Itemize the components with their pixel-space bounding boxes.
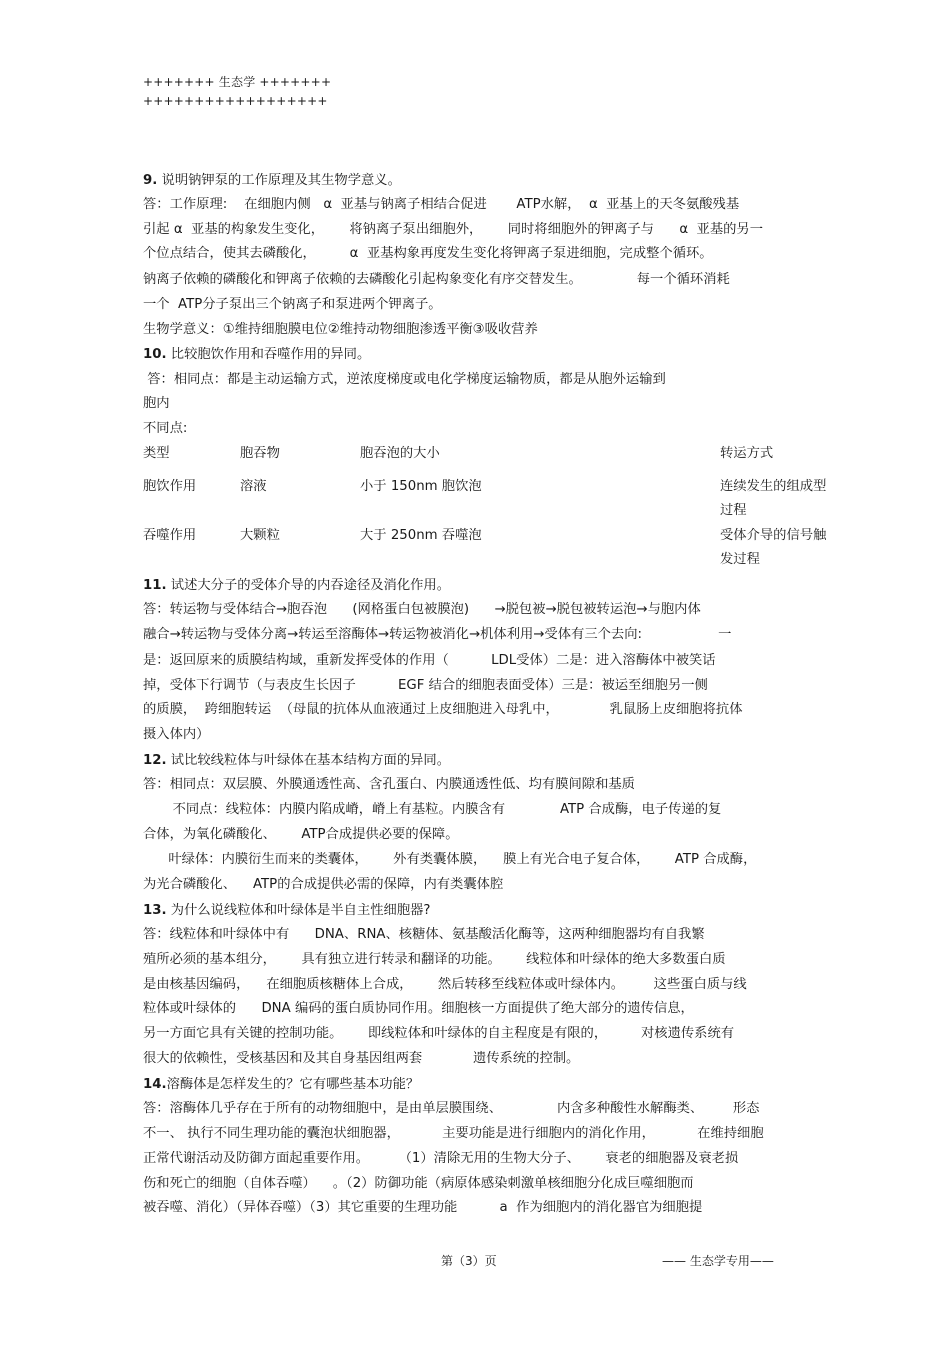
- question-10-title: 10. 比较胞饮作用和吞噬作用的异同。: [143, 347, 371, 362]
- q12-line: 不同点：线粒体：内膜内陷成嵴，嵴上有基粒。内膜含有 ATP 合成酶，电子传递的复: [143, 802, 722, 817]
- q13-line: 是由核基因编码， 在细胞质核糖体上合成， 然后转移至线粒体或叶绿体内。 这些蛋白质与线: [143, 977, 747, 992]
- table-cell: 受体介导的信号触: [720, 528, 827, 543]
- q9-line: 引起 α 亚基的构象发生变化， 将钠离子泵出细胞外， 同时将细胞外的钾离子与 α 亚基的另一: [143, 222, 764, 237]
- q9-line: 一个 ATP分子泵出三个钠离子和泵进两个钾离子。: [143, 297, 442, 312]
- question-11-title: 11. 试述大分子的受体介导的内吞途径及消化作用。: [143, 578, 451, 593]
- q14-line: 伤和死亡的细胞（自体吞噬） 。（2）防御功能（病原体感染刺激单核细胞分化成巨噬细胞而: [143, 1176, 694, 1191]
- question-9-title: 9. 说明钠钾泵的工作原理及其生物学意义。: [143, 173, 401, 188]
- q12-line: 合体，为氧化磷酸化、 ATP合成提供必要的保障。: [143, 827, 459, 842]
- q11-line: 的质膜， 跨细胞转运 （母鼠的抗体从血液通过上皮细胞进入母乳中， 乳鼠肠上皮细胞将抗体: [143, 702, 743, 717]
- q12-line: 叶绿体：内膜衍生而来的类囊体， 外有类囊体膜， 膜上有光合电子复合体， ATP 合成酶，: [143, 852, 757, 867]
- q14-line: 被吞噬、消化）（异体吞噬）（3）其它重要的生理功能 a 作为细胞内的消化器官为细胞提: [143, 1200, 703, 1215]
- table-header-cell: 转运方式: [720, 446, 774, 461]
- table-cell: 发过程: [720, 552, 760, 567]
- table-cell: 大于 250nm 吞噬泡: [360, 528, 482, 543]
- q13-line: 答：线粒体和叶绿体中有 DNA、RNA、核糖体、氨基酸活化酶等，这两种细胞器均有自我繁: [143, 927, 705, 942]
- q11-line: 答：转运物与受体结合→胞吞泡 (网格蛋白包被膜泡) →脱包被→脱包被转运泡→与胞内体: [143, 602, 701, 617]
- question-12-title: 12. 试比较线粒体与叶绿体在基本结构方面的异同。: [143, 753, 451, 768]
- table-cell: 过程: [720, 503, 747, 518]
- table-header-cell: 胞吞物: [240, 446, 280, 461]
- q11-line: 掉，受体下行调节（与表皮生长因子 EGF 结合的细胞表面受体）三是：被运至细胞另一侧: [143, 678, 708, 693]
- q14-line: 正常代谢活动及防御方面起重要作用。 （1）清除无用的生物大分子、 衰老的细胞器及衰老损: [143, 1151, 739, 1166]
- question-14-title: 14.溶酶体是怎样发生的？它有哪些基本功能？: [143, 1077, 420, 1092]
- q12-line: 答：相同点：双层膜、外膜通透性高、含孔蛋白、内膜通透性低、均有膜间隙和基质: [143, 777, 635, 792]
- footer-label: —— 生态学专用——: [662, 1254, 774, 1268]
- table-header-cell: 类型: [143, 446, 170, 461]
- q10-line: 不同点:: [143, 421, 188, 436]
- q9-line: 生物学意义：①维持细胞膜电位②维持动物细胞渗透平衡③吸收营养: [143, 322, 538, 337]
- header-line-2: ++++++++++++++++++: [143, 94, 328, 108]
- q14-line: 答：溶酶体几乎存在于所有的动物细胞中，是由单层膜围绕、 内含多种酸性水解酶类、 形态: [143, 1101, 760, 1116]
- q13-line: 另一方面它具有关键的控制功能。 即线粒体和叶绿体的自主程度是有限的， 对核遗传系统有: [143, 1026, 735, 1041]
- page-number: 第（3）页: [441, 1254, 497, 1268]
- q11-line: 是：返回原来的质膜结构域，重新发挥受体的作用（ LDL受体）二是：进入溶酶体中被笑话: [143, 653, 716, 668]
- q13-line: 很大的依赖性，受核基因和及其自身基因组两套 遗传系统的控制。: [143, 1051, 580, 1066]
- table-cell: 小于 150nm 胞饮泡: [360, 479, 482, 494]
- q10-line: 答：相同点：都是主动运输方式，逆浓度梯度或电化学梯度运输物质，都是从胞外运输到: [143, 372, 666, 387]
- q13-line: 殖所必须的基本组分， 具有独立进行转录和翻译的功能。 线粒体和叶绿体的绝大多数蛋白质: [143, 952, 726, 967]
- q9-line: 答：工作原理: 在细胞内侧 α 亚基与钠离子相结合促进 ATP水解， α 亚基上的天冬氨酸残基: [143, 197, 740, 212]
- q11-line: 摄入体内）: [143, 727, 210, 742]
- q10-line: 胞内: [143, 396, 170, 411]
- header-line-1: +++++++ 生态学 +++++++: [143, 75, 332, 89]
- q9-line: 钠离子依赖的磷酸化和钾离子依赖的去磷酸化引起构象变化有序交替发生。 每一个循环消耗: [143, 272, 730, 287]
- q9-line: 个位点结合，使其去磷酸化， α 亚基构象再度发生变化将钾离子泵进细胞，完成整个循环。: [143, 246, 713, 261]
- table-cell: 大颗粒: [240, 528, 280, 543]
- q12-line: 为光合磷酸化、 ATP的合成提供必需的保障，内有类囊体腔: [143, 877, 504, 892]
- q11-line: 融合→转运物与受体分离→转运至溶酶体→转运物被消化→机体利用→受体有三个去向: 一: [143, 627, 732, 642]
- q14-line: 不一、 执行不同生理功能的囊泡状细胞器， 主要功能是进行细胞内的消化作用， 在维持细胞: [143, 1126, 764, 1141]
- table-cell: 溶液: [240, 479, 267, 494]
- q13-line: 粒体或叶绿体的 DNA 编码的蛋白质协同作用。细胞核一方面提供了绝大部分的遗传信息，: [143, 1001, 694, 1016]
- table-cell: 胞饮作用: [143, 479, 197, 494]
- table-cell: 吞噬作用: [143, 528, 197, 543]
- question-13-title: 13. 为什么说线粒体和叶绿体是半自主性细胞器?: [143, 903, 431, 918]
- table-header-cell: 胞吞泡的大小: [360, 446, 440, 461]
- table-cell: 连续发生的组成型: [720, 479, 827, 494]
